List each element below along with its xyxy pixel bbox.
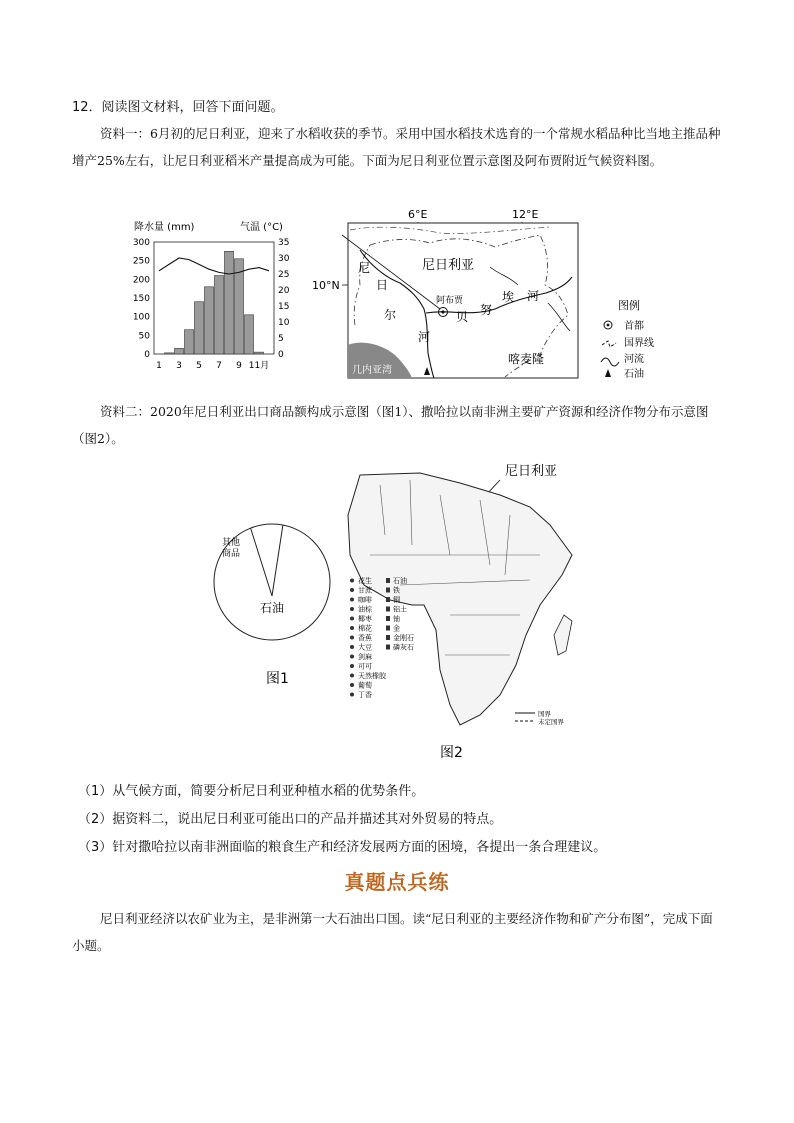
crop-legend-item: 椰枣 bbox=[358, 615, 372, 623]
crop-legend-item: 葡萄 bbox=[358, 681, 372, 690]
crop-legend-icon bbox=[350, 664, 354, 668]
madagascar-outline bbox=[554, 615, 572, 655]
border-legend-undetermined: 未定国界 bbox=[538, 718, 564, 726]
mineral-legend-item: 石油 bbox=[393, 577, 407, 585]
mineral-legend-item: 铝土 bbox=[393, 605, 407, 614]
sub-question-2: （2）据资料二，说出尼日利亚可能出口的产品并描述其对外贸易的特点。 bbox=[78, 812, 503, 827]
temp-tick-label: 25 bbox=[278, 270, 290, 280]
africa-outline bbox=[348, 473, 572, 725]
mountain-label: 喀麦隆 bbox=[508, 352, 545, 366]
precip-tick-label: 50 bbox=[138, 331, 150, 342]
legend-border: 国界线 bbox=[624, 338, 654, 349]
temp-tick-label: 5 bbox=[278, 334, 284, 344]
temp-tick-label: 35 bbox=[278, 238, 290, 248]
mineral-legend-icon bbox=[386, 626, 390, 631]
pie-label-other-line2: 商品 bbox=[222, 549, 241, 559]
benue-char-1: 贝 bbox=[456, 310, 469, 324]
crop-legend-icon bbox=[350, 588, 354, 592]
temp-axis-label: 气温 (°C) bbox=[240, 222, 283, 233]
benue-char-4: 河 bbox=[527, 289, 540, 303]
legend-capital-icon bbox=[607, 324, 610, 327]
temperature-line bbox=[159, 258, 269, 274]
crop-legend-icon bbox=[350, 636, 354, 640]
mineral-legend-icon bbox=[386, 616, 390, 621]
month-tick-label: 9 bbox=[236, 361, 242, 371]
africa-resource-map bbox=[340, 455, 590, 765]
precip-bar bbox=[175, 348, 184, 354]
lon-label-6e: 6°E bbox=[408, 208, 428, 221]
section-title: 真题点兵练 bbox=[344, 870, 450, 894]
question-title: 12．阅读图文材料，回答下面问题。 bbox=[72, 100, 284, 115]
precip-bar bbox=[195, 302, 204, 354]
crop-legend-icon bbox=[350, 607, 354, 611]
precip-bar bbox=[205, 287, 214, 354]
temp-tick-label: 10 bbox=[278, 318, 290, 328]
mineral-legend-icon bbox=[386, 578, 390, 583]
crop-legend-icon bbox=[350, 674, 354, 678]
mineral-legend-item: 铜 bbox=[393, 596, 400, 604]
mineral-legend-item: 磷灰石 bbox=[393, 643, 414, 652]
crop-legend-item: 香蕉 bbox=[358, 634, 372, 642]
precip-bar bbox=[245, 315, 254, 354]
crop-legend-item: 花生 bbox=[358, 577, 372, 585]
crop-legend-icon bbox=[350, 626, 354, 630]
lat-label-10n: 10°N bbox=[312, 279, 340, 292]
legend-oil-icon bbox=[605, 369, 611, 377]
niger-char-1: 尼 bbox=[358, 261, 371, 275]
precip-tick-label: 150 bbox=[132, 294, 150, 304]
crop-legend-item: 大豆 bbox=[358, 643, 372, 652]
legend-capital: 首都 bbox=[624, 321, 644, 332]
precip-tick-label: 250 bbox=[132, 256, 150, 267]
section-intro: 尼日利亚经济以农矿业为主，是非洲第一大石油出口国。读“尼日利亚的主要经济作物和矿产分布图”，完成下面小题。 bbox=[72, 911, 713, 953]
month-tick-label: 5 bbox=[196, 361, 202, 371]
precip-bar bbox=[185, 330, 194, 354]
mineral-legend-item: 铁 bbox=[393, 586, 400, 595]
niger-char-3: 尔 bbox=[384, 308, 397, 322]
legend-border-icon bbox=[602, 341, 616, 347]
sub-question-3: （3）针对撒哈拉以南非洲面临的粮食生产和经济发展两方面的困境，各提出一条合理建议。 bbox=[78, 840, 607, 855]
mineral-legend-icon bbox=[386, 588, 390, 593]
precip-tick-label: 100 bbox=[132, 312, 150, 323]
border-legend-national: 国界 bbox=[538, 710, 551, 718]
precip-bar bbox=[165, 353, 174, 354]
precip-tick-label: 200 bbox=[132, 275, 150, 286]
figure1-caption: 图1 bbox=[266, 671, 289, 687]
crop-legend-item: 油棕 bbox=[358, 605, 372, 614]
month-tick-label: 7 bbox=[216, 361, 222, 371]
crop-legend-item: 天然橡胶 bbox=[358, 672, 386, 680]
material-one-text: 资料一：6月初的尼日利亚，迎来了水稻收获的季节。采用中国水稻技术选育的一个常规水稻品种比当地主推品种增产25%左右，让尼日利亚稻米产量提高成为可能。下面为尼日利亚位置示意图及阿布贾附近气候资料图。 bbox=[72, 126, 721, 168]
precip-tick-label: 300 bbox=[132, 238, 150, 248]
export-pie-chart bbox=[210, 520, 340, 690]
nigeria-callout-label: 尼日利亚 bbox=[505, 464, 558, 479]
month-tick-label: 3 bbox=[176, 361, 182, 371]
temp-tick-label: 30 bbox=[278, 254, 290, 264]
legend-river-icon bbox=[601, 358, 619, 366]
figure2-caption: 图2 bbox=[440, 745, 463, 761]
crop-legend-item: 甘蔗 bbox=[358, 586, 372, 595]
plot-frame bbox=[154, 242, 274, 354]
legend-title: 图例 bbox=[618, 299, 640, 312]
crop-legend-item: 咖啡 bbox=[358, 596, 372, 604]
crop-legend-icon bbox=[350, 579, 354, 583]
crop-legend-icon bbox=[350, 617, 354, 621]
lon-label-12e: 12°E bbox=[512, 208, 539, 221]
mineral-legend-item: 铀 bbox=[393, 615, 400, 623]
niger-char-2: 日 bbox=[376, 278, 389, 292]
month-tick-label: 11月 bbox=[248, 361, 270, 371]
temp-tick-label: 0 bbox=[278, 350, 284, 360]
crop-legend-item: 棉花 bbox=[358, 624, 372, 633]
crop-legend-icon bbox=[350, 655, 354, 659]
crop-legend-item: 可可 bbox=[358, 662, 372, 671]
pie-label-oil: 石油 bbox=[260, 601, 285, 615]
benue-char-2: 努 bbox=[480, 303, 493, 317]
pie-label-other-line1: 其他 bbox=[222, 538, 241, 548]
capital-label: 阿布贾 bbox=[436, 296, 464, 306]
crop-legend-icon bbox=[350, 693, 354, 697]
climate-chart bbox=[120, 218, 300, 378]
crop-legend-item: 丁香 bbox=[358, 691, 372, 699]
benue-char-3: 埃 bbox=[502, 290, 515, 304]
crop-legend-item: 剑麻 bbox=[358, 653, 372, 661]
month-tick-label: 1 bbox=[156, 361, 162, 371]
niger-char-4: 河 bbox=[418, 330, 431, 344]
mineral-legend-icon bbox=[386, 597, 390, 602]
mineral-legend-icon bbox=[386, 645, 390, 650]
mineral-legend-icon bbox=[386, 635, 390, 640]
crop-legend-icon bbox=[350, 598, 354, 602]
precip-axis-label: 降水量 (mm) bbox=[134, 222, 195, 233]
mineral-legend-item: 金刚石 bbox=[393, 634, 414, 642]
temp-tick-label: 15 bbox=[278, 302, 290, 312]
crop-legend-icon bbox=[350, 683, 354, 687]
location-map bbox=[300, 205, 700, 385]
precip-bar bbox=[255, 352, 264, 354]
sub-question-1: （1）从气候方面，简要分析尼日利亚种植水稻的优势条件。 bbox=[78, 784, 425, 799]
mineral-legend-item: 金 bbox=[393, 624, 400, 633]
temp-tick-label: 20 bbox=[278, 286, 290, 296]
crop-legend-icon bbox=[350, 645, 354, 649]
material-two-text: 资料二：2020年尼日利亚出口商品额构成示意图（图1）、撒哈拉以南非洲主要矿产资源和经济作物分布示意图（图2）。 bbox=[72, 404, 709, 446]
legend-oil: 石油 bbox=[624, 369, 644, 380]
legend-river: 河流 bbox=[624, 354, 644, 365]
precip-tick-label: 0 bbox=[144, 350, 150, 360]
country-label: 尼日利亚 bbox=[422, 258, 475, 273]
precip-bar bbox=[225, 251, 234, 354]
gulf-label: 几内亚湾 bbox=[352, 365, 392, 376]
mineral-legend-icon bbox=[386, 607, 390, 612]
precip-bar bbox=[215, 276, 224, 354]
